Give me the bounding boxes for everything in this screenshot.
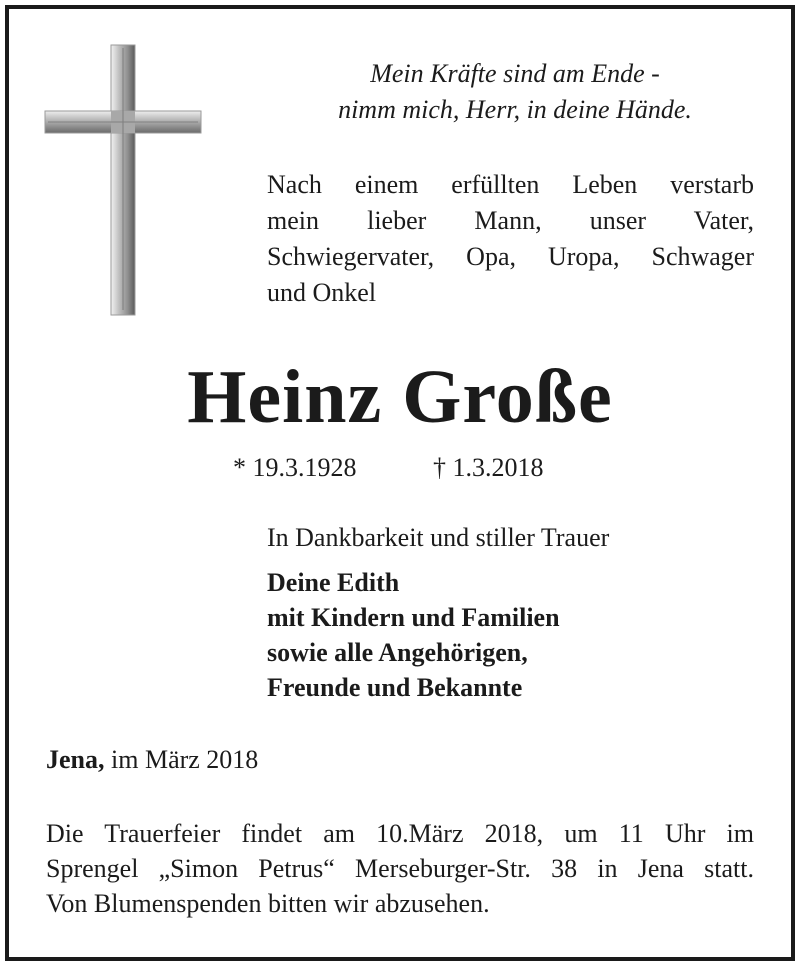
family-line: Deine Edith bbox=[267, 568, 400, 597]
service-line: Von Blumenspenden bitten wir abzusehen. bbox=[46, 889, 490, 918]
family-list bbox=[267, 565, 560, 705]
intro-line: mein lieber Mann, unser Vater, bbox=[267, 206, 754, 235]
birth-date: * 19.3.1928 bbox=[233, 453, 357, 482]
intro-line: und Onkel bbox=[267, 278, 377, 307]
verse-line: Mein Kräfte sind am Ende - bbox=[370, 59, 660, 88]
deceased-name: Heinz Große bbox=[187, 355, 613, 439]
intro-line: Nach einem erfüllten Leben verstarb bbox=[267, 170, 754, 199]
cross-icon bbox=[0, 0, 220, 330]
service-info bbox=[46, 816, 754, 921]
place-date bbox=[46, 743, 258, 777]
verse-line: nimm mich, Herr, in deine Hände. bbox=[338, 95, 692, 124]
family-line: sowie alle Angehörigen, bbox=[267, 638, 528, 667]
family-line: Freunde und Bekannte bbox=[267, 673, 523, 702]
service-line: Die Trauerfeier findet am 10.März 2018, um 11 Uhr im bbox=[46, 819, 754, 848]
verse-quote bbox=[240, 56, 790, 128]
intro-text bbox=[267, 167, 754, 311]
family-line: mit Kindern und Familien bbox=[267, 603, 560, 632]
place-month: im März 2018 bbox=[111, 745, 259, 774]
intro-line: Schwiegervater, Opa, Uropa, Schwager bbox=[267, 242, 754, 271]
death-date: † 1.3.2018 bbox=[433, 453, 544, 482]
place-city: Jena, bbox=[46, 745, 105, 774]
mourning-line: In Dankbarkeit und stiller Trauer bbox=[267, 523, 610, 552]
service-line: Sprengel „Simon Petrus“ Merseburger-Str. 38 in Jena statt. bbox=[46, 854, 754, 883]
